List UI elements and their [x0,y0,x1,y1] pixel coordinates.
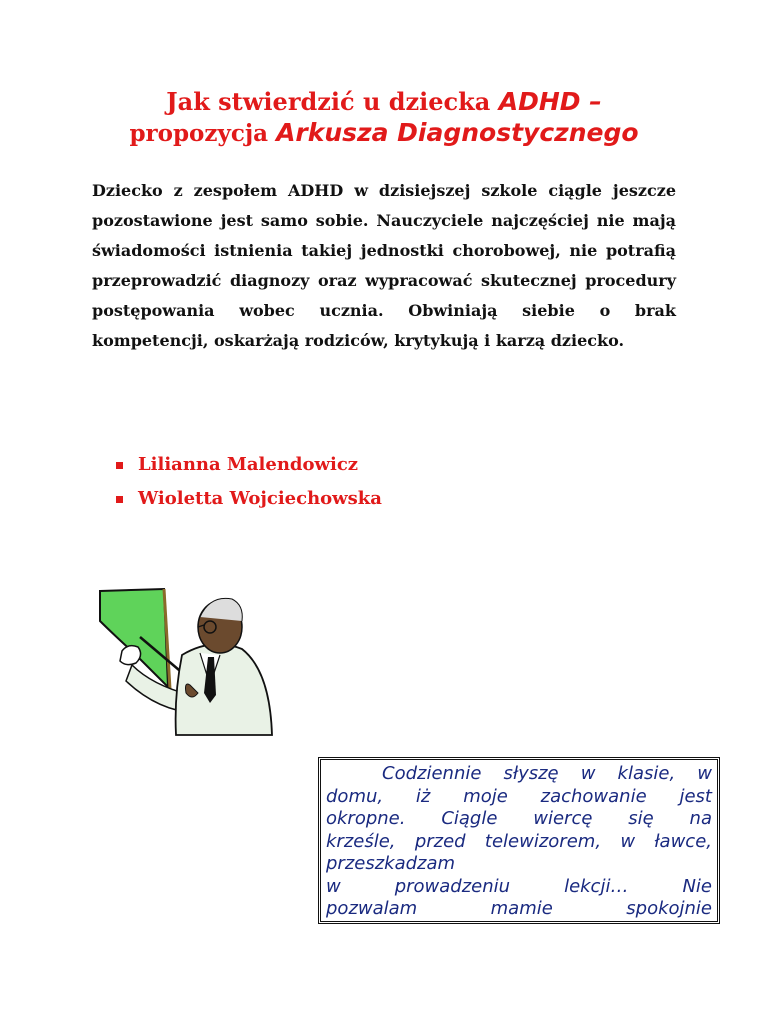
title-line-1: Jak stwierdzić u dziecka ADHD – [166,87,602,116]
quote-box [318,757,720,924]
author-list [116,450,382,518]
quote-line: w prowadzeniu lekcji… Nie [326,875,712,897]
quote-line: krześle, przed telewizorem, w ławce, [326,830,712,852]
quote-line: domu, iż moje zachowanie jest [326,785,712,807]
document-title [60,86,708,149]
author-item: Wioletta Wojciechowska [116,484,382,518]
quote-line: okropne. Ciągle wiercę się na [326,808,712,829]
intro-paragraph: Dziecko z zespołem ADHD w dzisiejszej szkole ciągle jeszcze pozostawione jest samo sobie. Nauczyciele najczęściej nie mają świadomości istnienia takiej jednostki chorobowej, nie potrafią przeprowadzić diagnozy oraz wypracować skutecznej procedury postępowania wobec ucznia. Obwiniają siebie o brak kompetencji, oskarżają rodziców, krytykują i karzą dziecko. [92,181,676,350]
quote-text [326,763,712,921]
quote-line: Codziennie słyszę w klasie, w [382,763,712,784]
quote-line: pozwalam mamie spokojnie [326,898,712,919]
teacher-pointing-at-board-icon [92,585,282,740]
square-bullet-icon [116,496,123,503]
square-bullet-icon [116,462,123,469]
author-item: Lilianna Malendowicz [116,450,382,484]
quote-line: przeszkadzam [326,853,456,874]
title-line-2: propozycja Arkusza Diagnostycznego [129,118,639,147]
